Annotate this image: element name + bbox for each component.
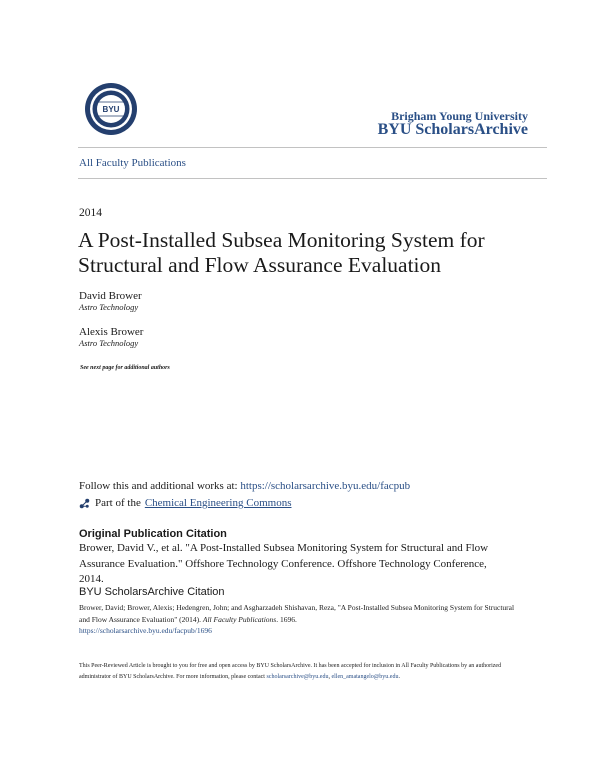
collection-link[interactable]: All Faculty Publications <box>79 157 186 169</box>
author-block <box>79 290 142 312</box>
author-affiliation: Astro Technology <box>79 302 139 312</box>
contact-email-link[interactable]: ellen_amatangelo@byu.edu <box>331 673 399 680</box>
author-affiliation: Astro Technology <box>79 338 139 348</box>
seal-text: BYU <box>102 105 120 114</box>
original-citation-text: Brower, David V., et al. "A Post-Installed Subsea Monitoring System for Structural and Flow Assurance Evaluation." Offshore Technology Conference. Offshore Technology Conference, 2014. <box>79 542 489 585</box>
part-of-line <box>79 497 291 509</box>
citation-url-link[interactable]: https://scholarsarchive.byu.edu/facpub/1696 <box>79 626 212 635</box>
publication-year: 2014 <box>79 207 102 219</box>
scholarsarchive-citation-text <box>79 602 524 637</box>
scholarsarchive-citation-heading: BYU ScholarsArchive Citation <box>79 586 225 598</box>
original-citation-heading: Original Publication Citation <box>79 528 227 540</box>
see-next-page-note: See next page for additional authors <box>80 365 170 371</box>
divider <box>78 147 547 148</box>
divider <box>78 178 547 179</box>
author-name: David Brower <box>79 290 142 302</box>
part-of-text: Part of the <box>95 497 141 509</box>
chemical-engineering-commons-link[interactable]: Chemical Engineering Commons <box>144 497 292 509</box>
citation-number: . 1696. <box>276 614 297 624</box>
paper-title: A Post-Installed Subsea Monitoring System for Structural and Flow Assurance Evaluation <box>78 228 485 277</box>
follow-line <box>79 480 410 492</box>
author-name: Alexis Brower <box>79 326 144 338</box>
follow-text: Follow this and additional works at: <box>79 480 241 492</box>
fine-print-separator: , <box>328 673 332 680</box>
fine-print-text: This Peer-Reviewed Article is brought to you for free and open access by BYU ScholarsArchive. It has been accepted for inclusion in All Faculty Publications by an authorized administrator of BYU ScholarsArchive. For more information, please contact <box>79 663 502 680</box>
archive-name[interactable]: BYU ScholarsArchive <box>377 121 528 138</box>
citation-body: Brower, David; Brower, Alexis; Hedengren, John; and Asgharzadeh Shishavan, Reza, "A Post-Installed Subsea Monitoring System for Structural and Flow Assurance Evaluation" (2014). <box>79 603 515 624</box>
commons-network-icon <box>79 498 90 509</box>
author-block <box>79 326 143 348</box>
fine-print-end: . <box>398 673 400 680</box>
citation-series: All Faculty Publications <box>202 614 277 624</box>
university-name: Brigham Young University <box>391 109 528 123</box>
follow-url-link[interactable]: https://scholarsarchive.byu.edu/facpub <box>240 480 411 492</box>
fine-print <box>79 661 519 682</box>
byu-seal-logo <box>84 82 138 136</box>
scholarsarchive-email-link[interactable]: scholarsarchive@byu.edu <box>266 673 329 680</box>
